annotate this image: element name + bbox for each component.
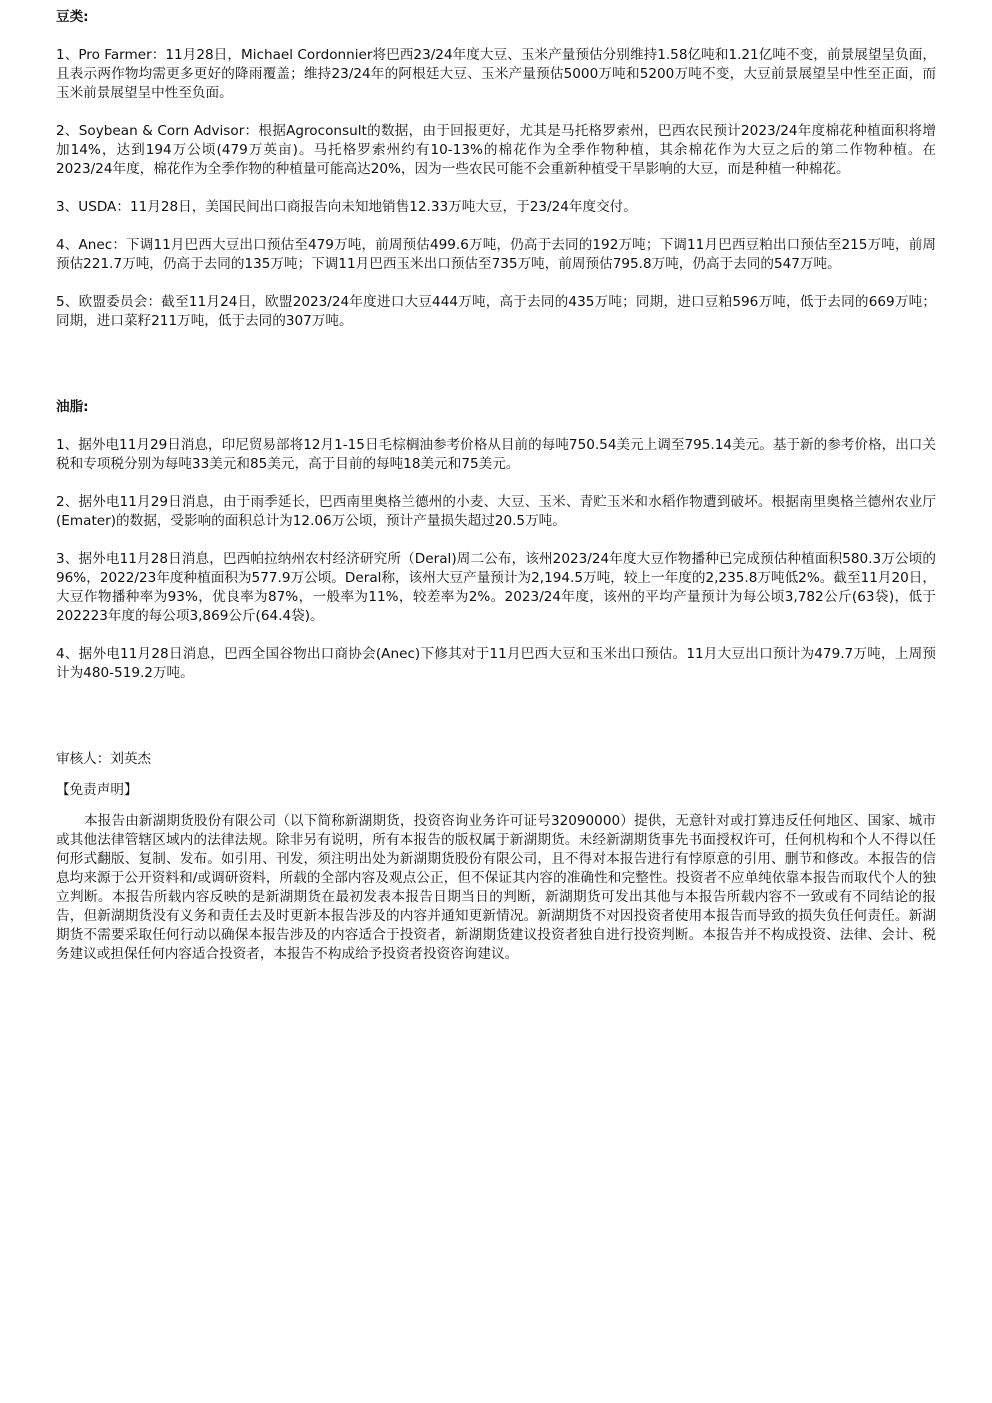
oil-item-4: 4、据外电11月28日消息，巴西全国谷物出口商协会(Anec)下修其对于11月巴西大豆和玉米出口预估。11月大豆出口预计为479.7万吨，上周预计为480-519.2万吨。: [56, 646, 936, 681]
oil-item-1: 1、据外电11月29日消息，印尼贸易部将12月1-15日毛棕榈油参考价格从目前的每吨750.54美元上调至795.14美元。基于新的参考价格，出口关税和专项税分别为每吨33美元和85美元，高于目前的每吨18美元和75美元。: [56, 437, 936, 472]
soy-item-2: 2、Soybean & Corn Advisor：根据Agroconsult的数据，由于回报更好，尤其是马托格罗索州，巴西农民预计2023/24年度棉花种植面积将增加14%，达到194万公顷(479万英亩)。马托格罗索州约有10-13%的棉花作为全季作物种植，其余棉花作为大豆之后的第二作物种植。在2023/24年度，棉花作为全季作物的种植量可能高达20%，因为一些农民可能不会重新种植受干旱影响的大豆，而是种植一种棉花。: [56, 123, 936, 177]
soy-item-1: 1、Pro Farmer：11月28日，Michael Cordonnier将巴西23/24年度大豆、玉米产量预估分别维持1.58亿吨和1.21亿吨不变，前景展望呈负面，且表示两作物均需更多更好的降雨覆盖；维持23/24年的阿根廷大豆、玉米产量预估5000万吨和5200万吨不变，大豆前景展望呈中性至正面，而玉米前景展望呈中性至负面。: [56, 47, 936, 101]
report-page: [56, 8, 936, 964]
disclaimer-body: 本报告由新湖期货股份有限公司（以下简称新湖期货，投资咨询业务许可证号32090000）提供，无意针对或打算违反任何地区、国家、城市或其他法律管辖区域内的法律法规。除非另有说明，所有本报告的版权属于新湖期货。未经新湖期货事先书面授权许可，任何机构和个人不得以任何形式翻版、复制、发布。如引用、刊发，须注明出处为新湖期货股份有限公司，且不得对本报告进行有悖原意的引用、删节和修改。本报告的信息均来源于公开资料和/或调研资料，所载的全部内容及观点公正，但不保证其内容的准确性和完整性。投资者不应单纯依靠本报告而取代个人的独立判断。本报告所载内容反映的是新湖期货在最初发表本报告日期当日的判断，新湖期货可发出其他与本报告所载内容不一致或有不同结论的报告，但新湖期货没有义务和责任去及时更新本报告涉及的内容并通知更新情况。新湖期货不对因投资者使用本报告而导致的损失负任何责任。新湖期货不需要采取任何行动以确保本报告涉及的内容适合于投资者，新湖期货建议投资者独自进行投资判断。本报告并不构成投资、法律、会计、税务建议或担保任何内容适合投资者，本报告不构成给予投资者投资咨询建议。: [56, 813, 936, 962]
disclaimer-title: 【免责声明】: [56, 782, 138, 798]
soy-item-5: 5、欧盟委员会：截至11月24日，欧盟2023/24年度进口大豆444万吨，高于去同的435万吨；同期，进口豆粕596万吨，低于去同的669万吨；同期，进口菜籽211万吨，低于去同的307万吨。: [56, 294, 936, 329]
section-title-oils: 油脂:: [56, 399, 89, 415]
reviewer-line: 审核人：刘英杰: [56, 751, 152, 767]
oil-item-3: 3、据外电11月28日消息，巴西帕拉纳州农村经济研究所（Deral)周二公布，该州2023/24年度大豆作物播种已完成预估种植面积580.3万公顷的96%，2022/23年度种植面积为577.9万公顷。Deral称，该州大豆产量预计为2,194.5万吨，较上一年度的2,235.8万吨低2%。截至11月20日，大豆作物播种率为93%，优良率为87%，一般率为11%，较差率为2%。2023/24年度，该州的平均产量预计为每公顷3,782公斤(63袋)，低于202223年度的每公项3,869公斤(64.4袋)。: [56, 551, 936, 624]
oil-item-2: 2、据外电11月29日消息，由于雨季延长，巴西南里奥格兰德州的小麦、大豆、玉米、青贮玉米和水稻作物遭到破坏。根据南里奥格兰德州农业厅(Emater)的数据，受影响的面积总计为12.06万公顷，预计产量损失超过20.5万吨。: [56, 494, 936, 529]
section-title-soybeans: 豆类:: [56, 9, 89, 25]
soy-item-4: 4、Anec：下调11月巴西大豆出口预估至479万吨，前周预估499.6万吨，仍高于去同的192万吨；下调11月巴西豆粕出口预估至215万吨，前周预估221.7万吨，仍高于去同的135万吨；下调11月巴西玉米出口预估至735万吨，前周预估795.8万吨，仍高于去同的547万吨。: [56, 237, 936, 272]
soy-item-3: 3、USDA：11月28日，美国民间出口商报告向未知地销售12.33万吨大豆，于23/24年度交付。: [56, 199, 637, 215]
